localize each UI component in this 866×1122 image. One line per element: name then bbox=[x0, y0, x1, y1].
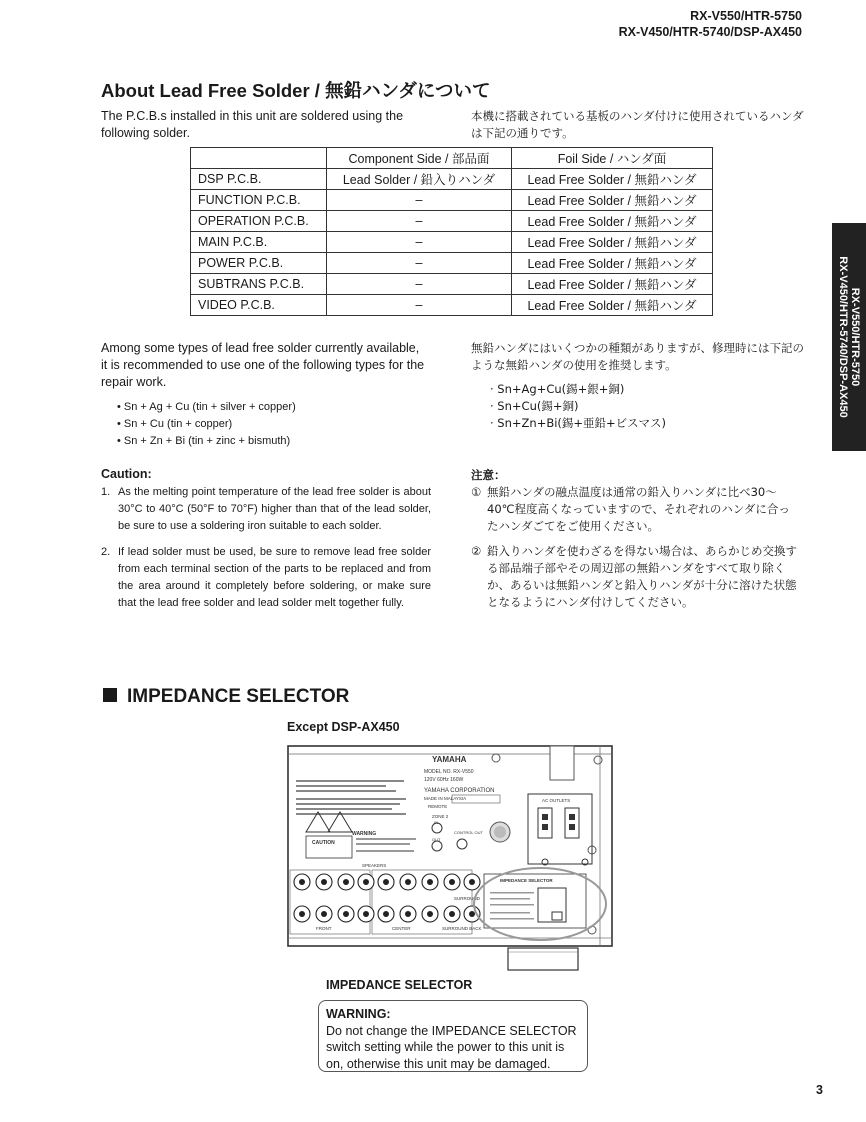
types-jp-line-1: 無鉛ハンダにはいくつかの種類がありますが、修理時には下記の bbox=[471, 341, 805, 355]
table-cell: Lead Solder / 鉛入りハンダ bbox=[327, 169, 512, 190]
table-header-cell bbox=[191, 148, 327, 169]
panel-warning: WARNING bbox=[352, 831, 377, 837]
intro-english bbox=[101, 108, 441, 142]
side-tab-line-1: RX-V550/HTR-5750 bbox=[849, 287, 861, 387]
panel-imp-label: IMPEDANCE SELECTOR bbox=[500, 878, 553, 883]
table-cell: – bbox=[327, 211, 512, 232]
table-cell: Lead Free Solder / 無鉛ハンダ bbox=[512, 211, 713, 232]
caution-text: 鉛入りハンダを使わざるを得ない場合は、あらかじめ交換する部品端子部やその周辺部の無鉛ハンダをすべて取り除くか、あるいは無鉛ハンダと鉛入りハンダが十分に溶けた状態となるようにハンダ付けしてください。 bbox=[487, 544, 798, 609]
table-cell: Lead Free Solder / 無鉛ハンダ bbox=[512, 169, 713, 190]
table-cell: MAIN P.C.B. bbox=[191, 232, 327, 253]
panel-spec: 120V 60Hz 160W bbox=[424, 777, 464, 783]
panel-corp: YAMAHA CORPORATION bbox=[424, 788, 495, 794]
table-cell: – bbox=[327, 253, 512, 274]
caution-text: As the melting point temperature of the lead free solder is about 30°C to 40°C (50°F to 70°F) higher than that of the lead solder, be sure to use a soldering iron suitable to each solder. bbox=[118, 486, 431, 532]
types-en-line-2: it is recommended to use one of the following types for the bbox=[101, 358, 425, 372]
table-cell: POWER P.C.B. bbox=[191, 253, 327, 274]
impedance-section-title bbox=[103, 686, 349, 708]
caution-text: If lead solder must be used, be sure to remove lead free solder from each terminal section of the parts to be replaced and from the area around it completely before soldering, or make sure that the lead free solder and lead solder melt together fully. bbox=[118, 546, 431, 609]
list-item: • Sn + Ag + Cu (tin + silver + copper) bbox=[117, 399, 296, 416]
list-item: • Sn + Cu (tin + copper) bbox=[117, 416, 296, 433]
table-row bbox=[191, 169, 713, 190]
table-header-row bbox=[191, 148, 713, 169]
table-cell: Lead Free Solder / 無鉛ハンダ bbox=[512, 190, 713, 211]
caution-number: 2. bbox=[101, 546, 111, 558]
caution-number: ② bbox=[471, 544, 482, 558]
table-cell: – bbox=[327, 295, 512, 316]
header-model-line-2: RX-V450/HTR-5740/DSP-AX450 bbox=[618, 25, 802, 39]
warning-line-1: Do not change the IMPEDANCE SELECTOR bbox=[326, 1023, 577, 1038]
table-header-cell: Component Side / 部品面 bbox=[327, 148, 512, 169]
solder-types-list-jp bbox=[490, 381, 666, 432]
panel-in: IN bbox=[434, 820, 438, 825]
solder-types-list-en bbox=[117, 399, 296, 450]
intro-en-line-2: following solder. bbox=[101, 126, 190, 140]
square-bullet-icon bbox=[103, 688, 117, 702]
warning-line-3: on, otherwise this unit may be damaged. bbox=[326, 1056, 551, 1071]
impedance-title-text: IMPEDANCE SELECTOR bbox=[127, 686, 350, 707]
table-header-cell: Foil Side / ハンダ面 bbox=[512, 148, 713, 169]
rear-panel-illustration bbox=[282, 740, 618, 980]
panel-front: FRONT bbox=[316, 926, 332, 931]
list-item: · Sn+Ag+Cu(錫+銀+銅) bbox=[490, 382, 625, 396]
panel-surround: SURROUND bbox=[454, 896, 481, 901]
types-jp-line-2: ような無鉛ハンダの使用を推奨します。 bbox=[471, 358, 677, 372]
caution-text: 無鉛ハンダの融点温度は通常の鉛入りハンダに比べ30〜40℃程度高くなっていますので、それぞれのハンダに合ったハンダごてをご使用ください。 bbox=[487, 485, 790, 533]
panel-zone: ZONE 2 bbox=[432, 814, 449, 819]
intro-en-line-1: The P.C.B.s installed in this unit are soldered using the bbox=[101, 109, 404, 123]
types-en-line-3: repair work. bbox=[101, 375, 167, 389]
impedance-callout-label: IMPEDANCE SELECTOR bbox=[326, 978, 473, 992]
header-model-line-1: RX-V550/HTR-5750 bbox=[690, 9, 802, 23]
panel-made: MADE IN MALAYSIA bbox=[424, 796, 467, 801]
warning-title: WARNING: bbox=[326, 1007, 391, 1021]
table-cell: – bbox=[327, 274, 512, 295]
table-cell: DSP P.C.B. bbox=[191, 169, 327, 190]
intro-japanese bbox=[471, 108, 811, 142]
table-row bbox=[191, 295, 713, 316]
list-item: · Sn+Zn+Bi(錫+亜鉛+ビスマス) bbox=[490, 416, 666, 430]
caution-item-en-1 bbox=[101, 484, 431, 535]
lead-free-title: About Lead Free Solder / 無鉛ハンダについて bbox=[101, 80, 491, 101]
panel-out: OUT bbox=[432, 837, 441, 842]
page-number: 3 bbox=[816, 1083, 823, 1097]
types-japanese bbox=[471, 340, 816, 374]
table-cell: – bbox=[327, 190, 512, 211]
table-cell: Lead Free Solder / 無鉛ハンダ bbox=[512, 232, 713, 253]
caution-number: 1. bbox=[101, 486, 111, 498]
types-en-line-1: Among some types of lead free solder currently available, bbox=[101, 341, 420, 355]
caution-item-jp-2 bbox=[471, 543, 801, 611]
table-cell: Lead Free Solder / 無鉛ハンダ bbox=[512, 253, 713, 274]
panel-caution: CAUTION bbox=[312, 840, 335, 846]
panel-ac: AC OUTLETS bbox=[542, 798, 571, 803]
table-row bbox=[191, 253, 713, 274]
caution-number: ① bbox=[471, 485, 482, 499]
panel-control: CONTROL OUT bbox=[454, 830, 483, 835]
table-cell: SUBTRANS P.C.B. bbox=[191, 274, 327, 295]
table-row bbox=[191, 274, 713, 295]
warning-line-2: switch setting while the power to this unit is bbox=[326, 1040, 565, 1054]
side-tab-line-2: RX-V450/HTR-5740/DSP-AX450 bbox=[837, 256, 849, 418]
table-row bbox=[191, 232, 713, 253]
panel-center: CENTER bbox=[392, 926, 411, 931]
caution-item-jp-1 bbox=[471, 484, 801, 535]
side-tab bbox=[832, 223, 866, 451]
table-cell: Lead Free Solder / 無鉛ハンダ bbox=[512, 274, 713, 295]
types-english bbox=[101, 340, 446, 391]
table-cell: – bbox=[327, 232, 512, 253]
impedance-subtitle: Except DSP-AX450 bbox=[287, 720, 400, 734]
list-item: • Sn + Zn + Bi (tin + zinc + bismuth) bbox=[117, 433, 296, 450]
caution-title-en: Caution: bbox=[101, 467, 152, 481]
table-cell: VIDEO P.C.B. bbox=[191, 295, 327, 316]
panel-speakers: SPEAKERS bbox=[362, 863, 387, 868]
warning-box bbox=[318, 1000, 588, 1072]
table-cell: Lead Free Solder / 無鉛ハンダ bbox=[512, 295, 713, 316]
caution-item-en-2 bbox=[101, 544, 431, 612]
table-cell: FUNCTION P.C.B. bbox=[191, 190, 327, 211]
panel-brand: YAMAHA bbox=[432, 755, 467, 764]
list-item: · Sn+Cu(錫+銅) bbox=[490, 399, 579, 413]
intro-jp-line-2: は下記の通りです。 bbox=[471, 126, 574, 140]
caution-title-jp: 注意： bbox=[471, 468, 506, 482]
table-cell: OPERATION P.C.B. bbox=[191, 211, 327, 232]
pcb-solder-table bbox=[190, 147, 713, 316]
panel-remote: REMOTE bbox=[428, 804, 448, 809]
table-row bbox=[191, 190, 713, 211]
panel-model: MODEL NO. RX-V550 bbox=[424, 769, 474, 775]
panel-surround-back: SURROUND BACK bbox=[442, 926, 482, 931]
intro-jp-line-1: 本機に搭載されている基板のハンダ付けに使用されているハンダ bbox=[471, 109, 804, 123]
table-row bbox=[191, 211, 713, 232]
